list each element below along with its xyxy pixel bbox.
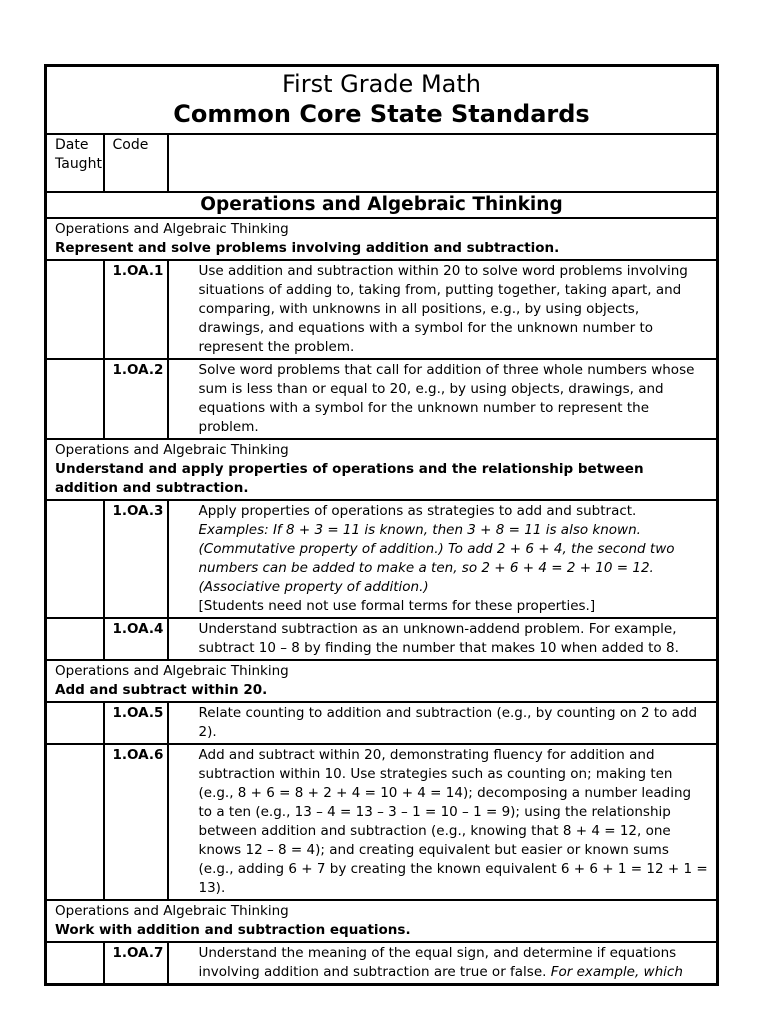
standards-document	[44, 64, 716, 980]
standard-text-block	[168, 500, 718, 618]
standard-text: Relate counting to addition and subtraction (e.g., by counting on 2 to add 2).	[168, 702, 718, 744]
code-header: Code	[104, 134, 168, 192]
standard-row	[46, 942, 718, 985]
cluster-heading	[46, 660, 718, 702]
standard-text: Use addition and subtraction within 20 to solve word problems involving situations of adding to, taking from, putting together, taking apart, and comparing, with unknowns in all positions, e.g., by using objects, drawings, and equations with a symbol for the unknown number to represent the problem.	[168, 260, 718, 359]
date-taught-cell[interactable]	[46, 744, 104, 900]
standard-row	[46, 260, 718, 359]
standard-text-block	[168, 942, 718, 985]
cluster-row	[46, 660, 718, 702]
title-line-2: Common Core State Standards	[173, 100, 590, 128]
standard-row	[46, 744, 718, 900]
cluster-row	[46, 218, 718, 260]
title-row	[46, 66, 718, 135]
cluster-heading	[46, 218, 718, 260]
standard-row	[46, 359, 718, 439]
standard-header	[168, 134, 718, 192]
section-row	[46, 192, 718, 218]
standard-code: 1.OA.1	[104, 260, 168, 359]
standard-code: 1.OA.7	[104, 942, 168, 985]
cluster-heading	[46, 439, 718, 500]
date-taught-cell[interactable]	[46, 702, 104, 744]
standard-row	[46, 500, 718, 618]
date-taught-header: Date Taught	[46, 134, 104, 192]
standard-example: For example, which	[550, 964, 683, 980]
standard-row	[46, 702, 718, 744]
standard-code: 1.OA.5	[104, 702, 168, 744]
title-line-1: First Grade Math	[282, 70, 481, 98]
header-row	[46, 134, 718, 192]
standard-example: Examples: If 8 + 3 = 11 is known, then 3 + 8 = 11 is also known. (Commutative property of addition.) To add 2 + 6 + 4, the second two numbers can be added to make a ten, so 2 + 6 + 4 = 2 + 10 = 12. (Associative property of addition.)	[198, 522, 675, 595]
standard-text: Understand the meaning of the equal sign, and determine if equations involving addition and subtraction are true or false.	[198, 945, 677, 980]
standard-text: Understand subtraction as an unknown-addend problem. For example, subtract 10 – 8 by finding the number that makes 10 when added to 8.	[168, 618, 718, 660]
cluster-row	[46, 900, 718, 942]
standard-row	[46, 618, 718, 660]
cluster-domain: Operations and Algebraic Thinking	[55, 221, 289, 237]
date-taught-cell[interactable]	[46, 942, 104, 985]
cluster-domain: Operations and Algebraic Thinking	[55, 663, 289, 679]
standards-table	[44, 64, 719, 986]
standard-code: 1.OA.6	[104, 744, 168, 900]
document-title	[46, 66, 718, 135]
standard-code: 1.OA.3	[104, 500, 168, 618]
date-taught-cell[interactable]	[46, 618, 104, 660]
date-taught-cell[interactable]	[46, 500, 104, 618]
standard-text: Apply properties of operations as strategies to add and subtract.	[198, 503, 637, 519]
date-taught-cell[interactable]	[46, 260, 104, 359]
standard-code: 1.OA.2	[104, 359, 168, 439]
cluster-title: Represent and solve problems involving addition and subtraction.	[55, 240, 560, 256]
cluster-domain: Operations and Algebraic Thinking	[55, 903, 289, 919]
date-taught-cell[interactable]	[46, 359, 104, 439]
standard-text: Solve word problems that call for addition of three whole numbers whose sum is less than or equal to 20, e.g., by using objects, drawings, and equations with a symbol for the unknown number to represent the problem.	[168, 359, 718, 439]
cluster-domain: Operations and Algebraic Thinking	[55, 442, 289, 458]
standard-text: Add and subtract within 20, demonstrating fluency for addition and subtraction within 10. Use strategies such as counting on; making ten (e.g., 8 + 6 = 8 + 2 + 4 = 10 + 4 = 14); decomposing a number leading to a ten (e.g., 13 – 4 = 13 – 3 – 1 = 10 – 1 = 9); using the relationship between addition and subtraction (e.g., knowing that 8 + 4 = 12, one knows 12 – 8 = 4); and creating equivalent but easier or known sums (e.g., adding 6 + 7 by creating the known equivalent 6 + 6 + 1 = 12 + 1 = 13).	[168, 744, 718, 900]
cluster-title: Add and subtract within 20.	[55, 682, 268, 698]
cluster-row	[46, 439, 718, 500]
cluster-title: Work with addition and subtraction equations.	[55, 922, 411, 938]
cluster-title: Understand and apply properties of operations and the relationship between addition and subtraction.	[55, 461, 644, 496]
section-title: Operations and Algebraic Thinking	[46, 192, 718, 218]
standard-note: [Students need not use formal terms for these properties.]	[198, 598, 596, 614]
cluster-heading	[46, 900, 718, 942]
standard-code: 1.OA.4	[104, 618, 168, 660]
